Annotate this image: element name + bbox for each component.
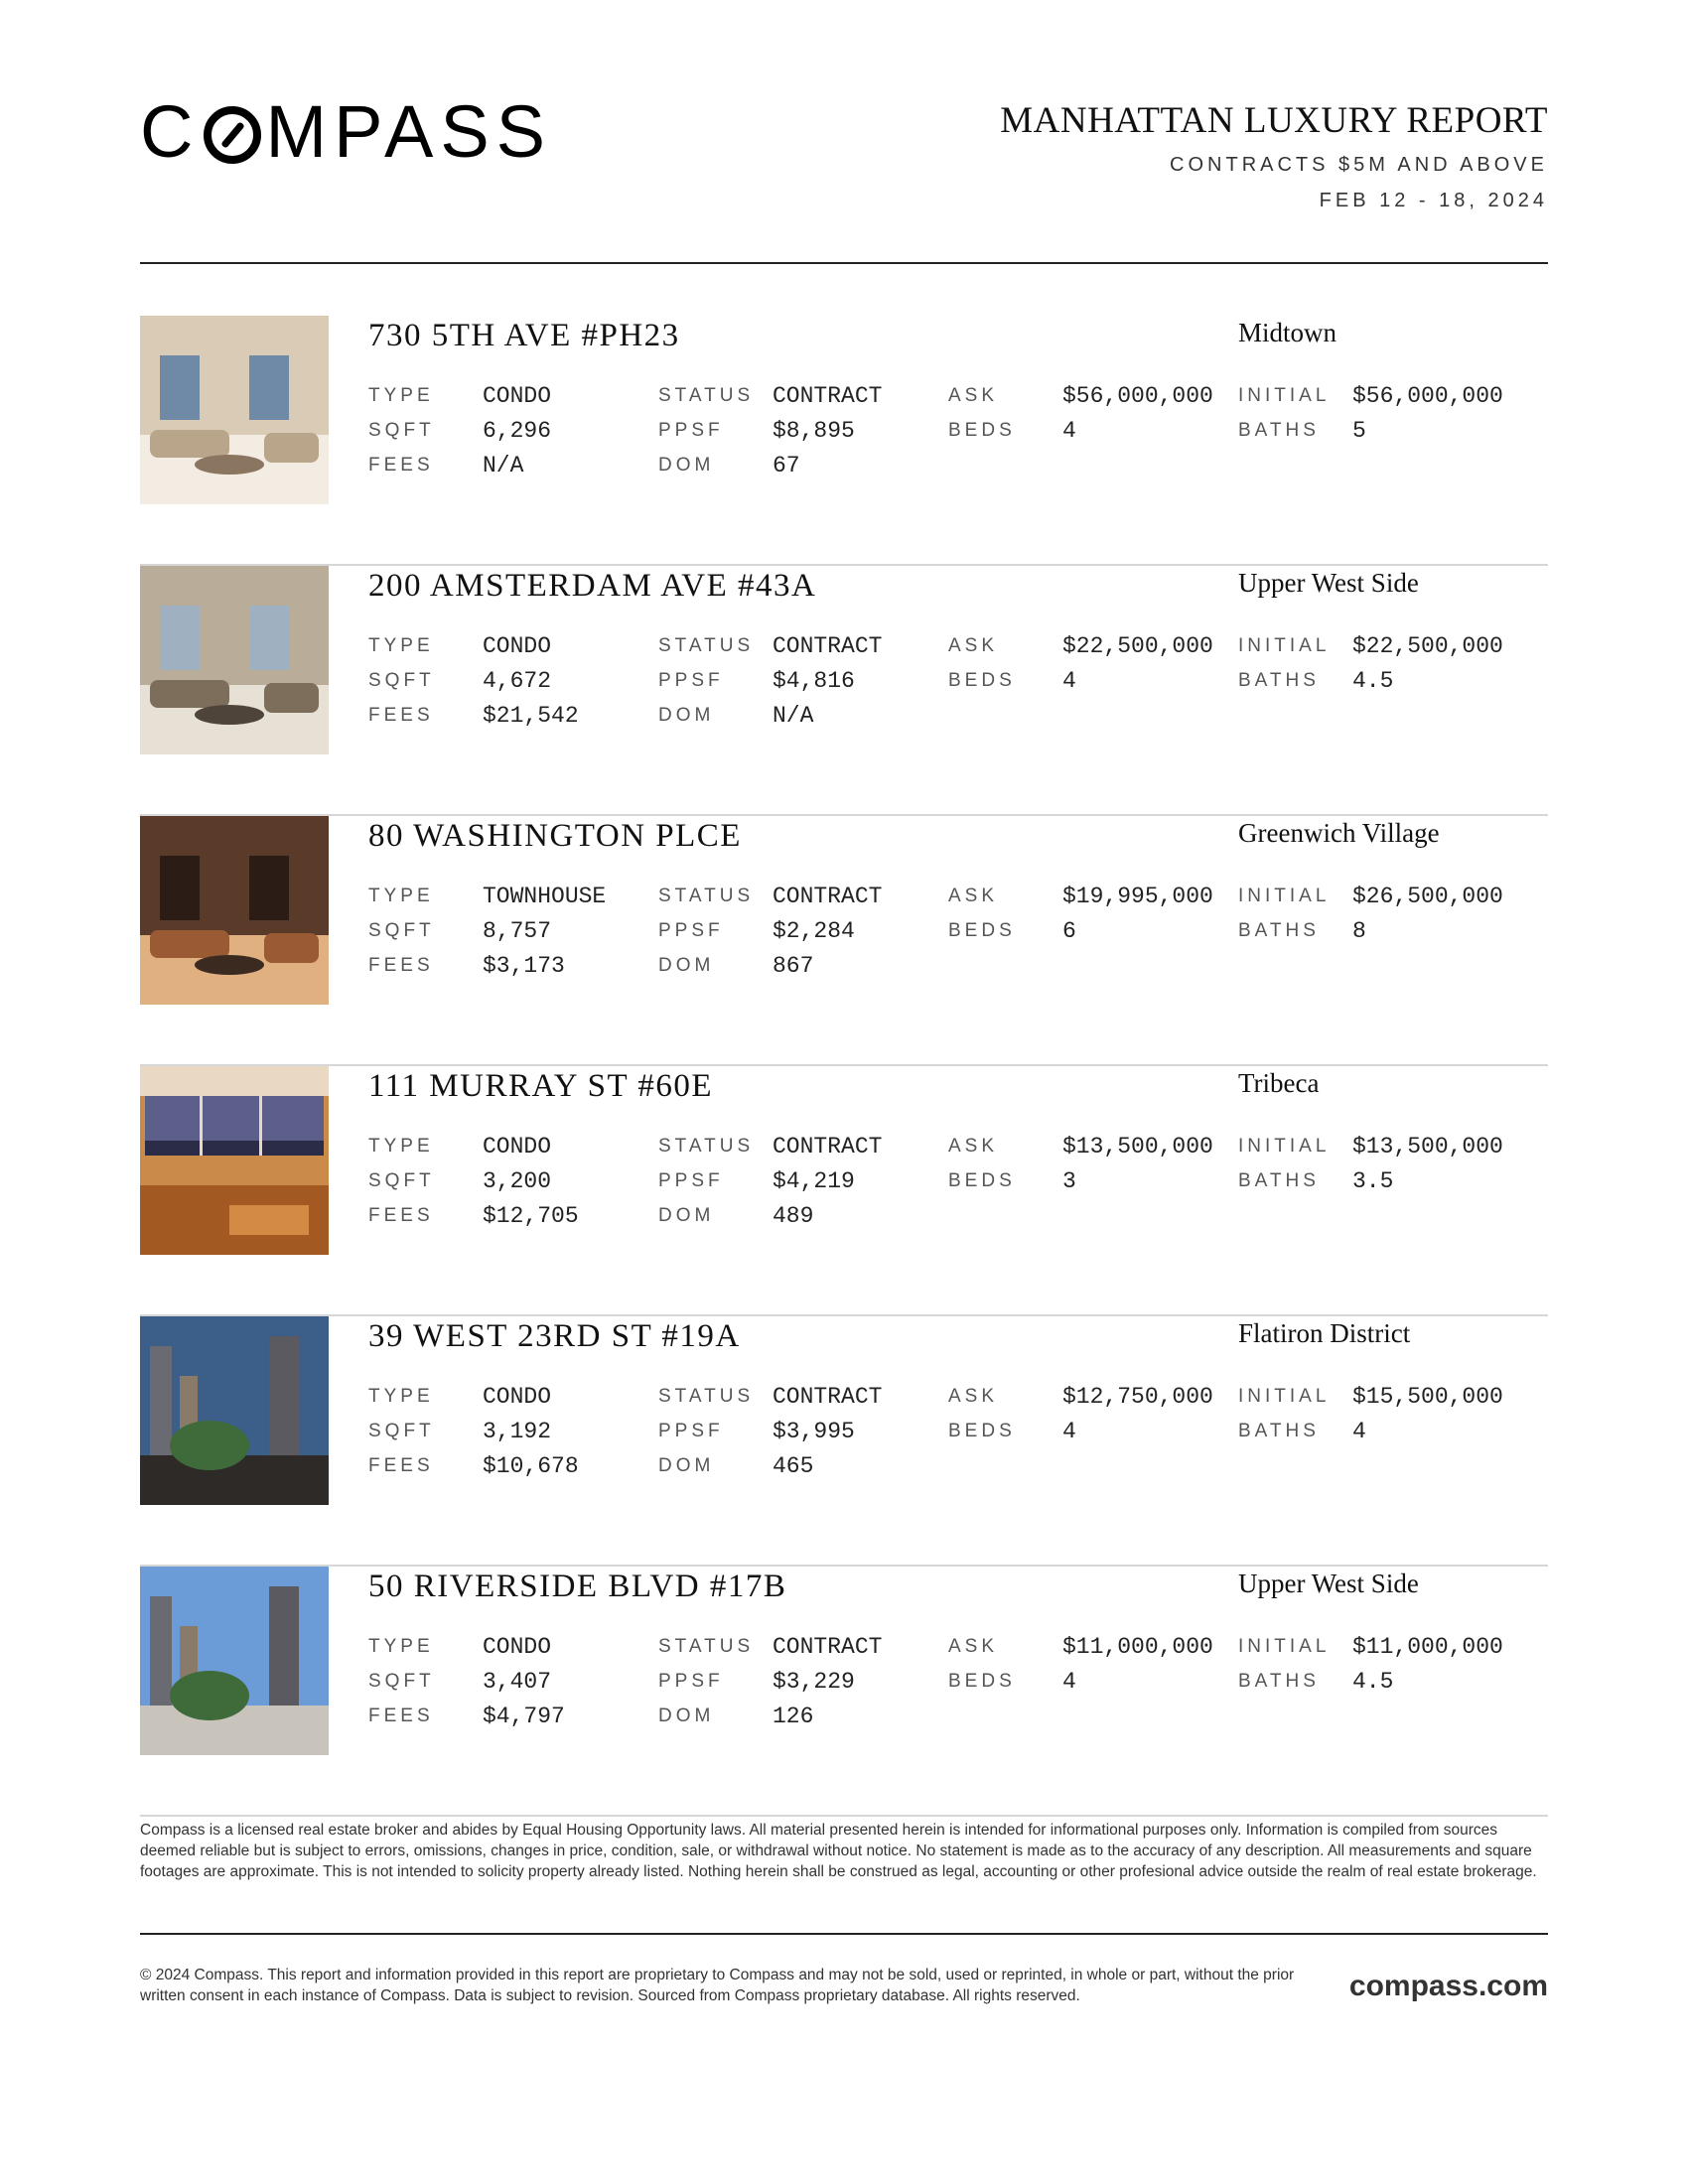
beds-value: 3 — [1062, 1168, 1076, 1194]
fees-label: FEES — [368, 705, 434, 726]
fees-value: $4,797 — [483, 1704, 565, 1729]
fees-value: $21,542 — [483, 703, 579, 729]
status-value: CONTRACT — [773, 1134, 883, 1160]
dom-label: DOM — [658, 705, 715, 726]
initial-value: $13,500,000 — [1352, 1134, 1503, 1160]
listing-row-3[interactable] — [140, 816, 1548, 1066]
listing-divider — [140, 1815, 1548, 1817]
ppsf-value: $8,895 — [773, 418, 855, 444]
ppsf-value: $4,219 — [773, 1168, 855, 1194]
beds-value: 4 — [1062, 1669, 1076, 1695]
baths-label: BATHS — [1238, 670, 1320, 691]
ppsf-label: PPSF — [658, 1170, 724, 1191]
terrace-photo-icon — [140, 1316, 329, 1505]
sqft-label: SQFT — [368, 670, 435, 691]
sqft-value: 4,672 — [483, 668, 552, 694]
dom-value: 465 — [773, 1453, 814, 1479]
website-link[interactable]: compass.com — [1348, 1970, 1548, 2002]
dom-value: 67 — [773, 453, 800, 478]
type-label: TYPE — [368, 1136, 434, 1157]
initial-value: $11,000,000 — [1352, 1634, 1503, 1660]
listing-address[interactable]: 80 WASHINGTON PLCE — [368, 818, 742, 854]
header-divider — [140, 262, 1548, 264]
compass-logo[interactable]: C MPASS — [140, 90, 553, 173]
report-subtitle: CONTRACTS $5M AND ABOVE — [1170, 154, 1548, 176]
compass-logo-o-icon — [204, 106, 261, 164]
report-date-range: FEB 12 - 18, 2024 — [1319, 190, 1548, 211]
baths-label: BATHS — [1238, 1170, 1320, 1191]
fees-label: FEES — [368, 455, 434, 476]
initial-label: INITIAL — [1238, 886, 1331, 906]
ask-label: ASK — [948, 1386, 999, 1407]
sqft-label: SQFT — [368, 1421, 435, 1441]
beds-value: 6 — [1062, 918, 1076, 944]
ask-value: $22,500,000 — [1062, 633, 1213, 659]
initial-label: INITIAL — [1238, 635, 1331, 656]
ppsf-label: PPSF — [658, 1421, 724, 1441]
fees-value: $10,678 — [483, 1453, 579, 1479]
type-label: TYPE — [368, 635, 434, 656]
status-label: STATUS — [658, 385, 755, 406]
living-room-photo-icon — [140, 566, 329, 754]
ask-value: $56,000,000 — [1062, 383, 1213, 409]
sqft-value: 3,192 — [483, 1419, 552, 1444]
listing-neighborhood: Upper West Side — [1238, 568, 1419, 598]
listing-photo[interactable] — [140, 1066, 329, 1255]
type-label: TYPE — [368, 886, 434, 906]
beds-value: 4 — [1062, 418, 1076, 444]
listing-address[interactable]: 39 WEST 23RD ST #19A — [368, 1318, 741, 1354]
ask-label: ASK — [948, 635, 999, 656]
living-room-photo-icon — [140, 316, 329, 504]
type-label: TYPE — [368, 385, 434, 406]
sqft-label: SQFT — [368, 1671, 435, 1692]
sqft-value: 3,200 — [483, 1168, 552, 1194]
type-value: CONDO — [483, 1134, 552, 1160]
beds-label: BEDS — [948, 920, 1016, 941]
listing-address[interactable]: 200 AMSTERDAM AVE #43A — [368, 568, 817, 604]
listing-photo[interactable] — [140, 566, 329, 754]
baths-value: 4 — [1352, 1419, 1366, 1444]
baths-label: BATHS — [1238, 1671, 1320, 1692]
copyright-text: © 2024 Compass. This report and information provided in this report are proprietary to Compass and may not be sold, used or reprinted, in whole or part, without the prior written consent in each instance of Compass. Data is subject to revision. Sourced from Compass proprietary database. All rights reserved. — [140, 1967, 1295, 2004]
initial-label: INITIAL — [1238, 1636, 1331, 1657]
ask-value: $19,995,000 — [1062, 884, 1213, 909]
fees-label: FEES — [368, 1455, 434, 1476]
status-value: CONTRACT — [773, 1384, 883, 1410]
ask-value: $13,500,000 — [1062, 1134, 1213, 1160]
fees-value: $12,705 — [483, 1203, 579, 1229]
sqft-label: SQFT — [368, 1170, 435, 1191]
type-value: CONDO — [483, 1384, 552, 1410]
listing-row-2[interactable] — [140, 566, 1548, 816]
dom-label: DOM — [658, 455, 715, 476]
listing-photo[interactable] — [140, 1567, 329, 1755]
ppsf-label: PPSF — [658, 1671, 724, 1692]
status-label: STATUS — [658, 886, 755, 906]
dom-label: DOM — [658, 1706, 715, 1726]
ask-value: $12,750,000 — [1062, 1384, 1213, 1410]
city-view-photo-icon — [140, 1066, 329, 1255]
beds-value: 4 — [1062, 668, 1076, 694]
listing-row-6[interactable] — [140, 1567, 1548, 1817]
status-value: CONTRACT — [773, 884, 883, 909]
status-value: CONTRACT — [773, 383, 883, 409]
type-label: TYPE — [368, 1636, 434, 1657]
report-header — [140, 89, 1548, 263]
initial-value: $15,500,000 — [1352, 1384, 1503, 1410]
initial-label: INITIAL — [1238, 1386, 1331, 1407]
listing-photo[interactable] — [140, 316, 329, 504]
dom-value: 867 — [773, 953, 814, 979]
status-label: STATUS — [658, 1386, 755, 1407]
report-title: MANHATTAN LUXURY REPORT — [1000, 100, 1548, 141]
ask-label: ASK — [948, 1636, 999, 1657]
listing-neighborhood: Midtown — [1238, 318, 1337, 347]
baths-label: BATHS — [1238, 420, 1320, 441]
fees-label: FEES — [368, 1706, 434, 1726]
fees-label: FEES — [368, 955, 434, 976]
fees-value: N/A — [483, 453, 524, 478]
sqft-value: 3,407 — [483, 1669, 552, 1695]
ask-label: ASK — [948, 886, 999, 906]
baths-value: 4.5 — [1352, 1669, 1394, 1695]
fees-value: $3,173 — [483, 953, 565, 979]
beds-label: BEDS — [948, 420, 1016, 441]
ppsf-value: $3,229 — [773, 1669, 855, 1695]
ask-value: $11,000,000 — [1062, 1634, 1213, 1660]
sqft-label: SQFT — [368, 420, 435, 441]
living-room-photo-icon — [140, 816, 329, 1005]
type-value: CONDO — [483, 383, 552, 409]
dom-label: DOM — [658, 1455, 715, 1476]
dom-value: 126 — [773, 1704, 814, 1729]
initial-label: INITIAL — [1238, 1136, 1331, 1157]
listing-row-1[interactable] — [140, 316, 1548, 566]
beds-label: BEDS — [948, 1421, 1016, 1441]
fees-label: FEES — [368, 1205, 434, 1226]
sqft-value: 8,757 — [483, 918, 552, 944]
ppsf-label: PPSF — [658, 920, 724, 941]
listing-photo[interactable] — [140, 816, 329, 1005]
listing-neighborhood: Tribeca — [1238, 1068, 1320, 1098]
type-value: CONDO — [483, 1634, 552, 1660]
listing-row-4[interactable] — [140, 1066, 1548, 1316]
ppsf-value: $4,816 — [773, 668, 855, 694]
baths-value: 8 — [1352, 918, 1366, 944]
status-label: STATUS — [658, 635, 755, 656]
listing-photo[interactable] — [140, 1316, 329, 1505]
listing-neighborhood: Upper West Side — [1238, 1569, 1419, 1598]
listing-address[interactable]: 111 MURRAY ST #60E — [368, 1068, 713, 1104]
beds-label: BEDS — [948, 670, 1016, 691]
ppsf-label: PPSF — [658, 420, 724, 441]
type-value: TOWNHOUSE — [483, 884, 607, 909]
disclaimer-text: Compass is a licensed real estate broker and abides by Equal Housing Opportunity laws. All material presented herein is intended for informational purposes only. Information is compiled from sources deemed reliable but is subject to errors, omissions, changes in price, condition, sale, or withdrawal without notice. No statement is made as to the accuracy of any description. All measurements and square footages are approximate. This is not intended to solicity property already listed. Nothing herein shall be construed as legal, accounting or other profesional advice outside the realm of real estate brokerage. — [140, 1822, 1537, 1880]
beds-label: BEDS — [948, 1671, 1016, 1692]
baths-label: BATHS — [1238, 1421, 1320, 1441]
listing-neighborhood: Greenwich Village — [1238, 818, 1440, 848]
type-value: CONDO — [483, 633, 552, 659]
status-value: CONTRACT — [773, 633, 883, 659]
listing-row-5[interactable] — [140, 1316, 1548, 1567]
dom-value: N/A — [773, 703, 814, 729]
beds-value: 4 — [1062, 1419, 1076, 1444]
ppsf-label: PPSF — [658, 670, 724, 691]
sqft-value: 6,296 — [483, 418, 552, 444]
listing-address[interactable]: 730 5TH AVE #PH23 — [368, 318, 680, 353]
ppsf-value: $2,284 — [773, 918, 855, 944]
initial-value: $26,500,000 — [1352, 884, 1503, 909]
terrace-photo-icon — [140, 1567, 329, 1755]
baths-value: 4.5 — [1352, 668, 1394, 694]
footer-divider — [140, 1933, 1548, 1935]
dom-label: DOM — [658, 955, 715, 976]
ppsf-value: $3,995 — [773, 1419, 855, 1444]
baths-label: BATHS — [1238, 920, 1320, 941]
beds-label: BEDS — [948, 1170, 1016, 1191]
initial-value: $56,000,000 — [1352, 383, 1503, 409]
initial-value: $22,500,000 — [1352, 633, 1503, 659]
dom-value: 489 — [773, 1203, 814, 1229]
ask-label: ASK — [948, 385, 999, 406]
status-value: CONTRACT — [773, 1634, 883, 1660]
sqft-label: SQFT — [368, 920, 435, 941]
listing-address[interactable]: 50 RIVERSIDE BLVD #17B — [368, 1569, 787, 1604]
ask-label: ASK — [948, 1136, 999, 1157]
type-label: TYPE — [368, 1386, 434, 1407]
status-label: STATUS — [658, 1636, 755, 1657]
listing-neighborhood: Flatiron District — [1238, 1318, 1411, 1348]
baths-value: 5 — [1352, 418, 1366, 444]
baths-value: 3.5 — [1352, 1168, 1394, 1194]
status-label: STATUS — [658, 1136, 755, 1157]
dom-label: DOM — [658, 1205, 715, 1226]
initial-label: INITIAL — [1238, 385, 1331, 406]
